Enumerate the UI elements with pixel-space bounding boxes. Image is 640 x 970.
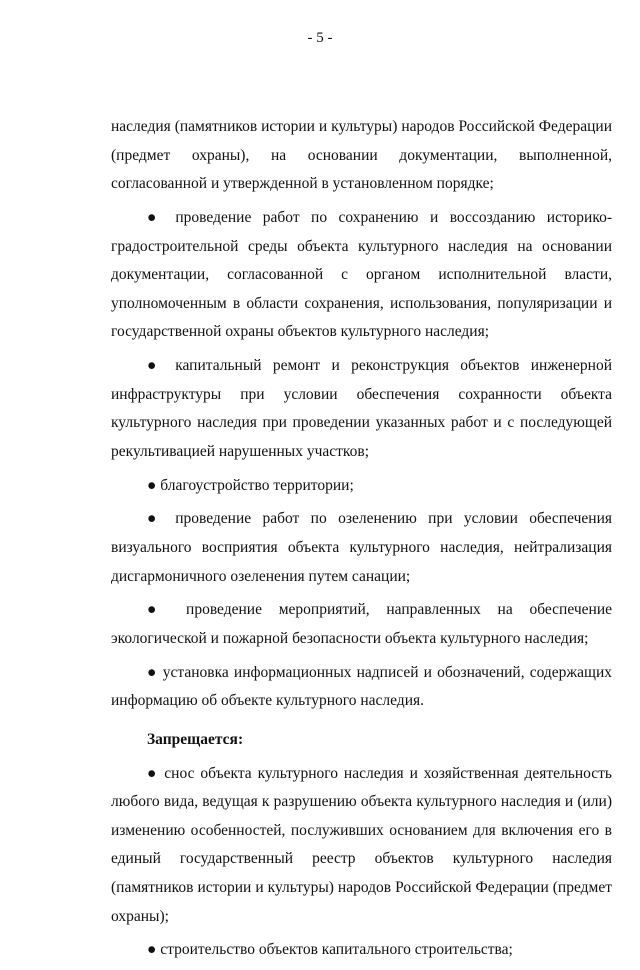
section-heading: Запрещается: [147, 731, 244, 748]
list-item: ● снос объекта культурного наследия и хозяйственная деятельность любого вида, ведущая к разрушению объекта культурного наследия и (или) изменению особенностей, послуживших основанием для включения его в единый государственный реестр объектов культурного наследия (памятников истории и культуры) народов Российской Федерации (предмет охраны); [111, 764, 612, 925]
list-item: ● установка информационных надписей и обозначений, содержащих информацию об объекте культурного наследия. [111, 663, 612, 710]
list-item: ● капитальный ремонт и реконструкция объектов инженерной инфраструктуры при условии обеспечения сохранности объекта культурного наследия при проведении указанных работ и с последующей рекультивацией нарушенных участков; [111, 357, 612, 460]
list-item: ● проведение работ по сохранению и воссозданию историко-градостроительной среды объекта культурного наследия на основании документации, согласованной с органом исполнительной власти, уполномоченным в области сохранения, использования, популяризации и государственной охраны объектов культурного наследия; [111, 208, 612, 341]
list-item: ● благоустройство территории; [147, 476, 354, 494]
page-number: - 5 - [307, 30, 333, 46]
list-item: ● строительство объектов капитального строительства; [147, 941, 513, 959]
paragraph-continuation: наследия (памятников истории и культуры) народов Российской Федерации (предмет охраны), на основании документации, выполненной, согласованной и утвержденной в установленном порядке; [111, 118, 612, 193]
list-item: ● проведение мероприятий, направленных на обеспечение экологической и пожарной безопасности объекта культурного наследия; [111, 601, 612, 648]
list-item: ● проведение работ по озеленению при условии обеспечения визуального восприятия объекта культурного наследия, нейтрализация дисгармоничного озеленения путем санации; [111, 510, 612, 585]
document-body [111, 113, 612, 970]
